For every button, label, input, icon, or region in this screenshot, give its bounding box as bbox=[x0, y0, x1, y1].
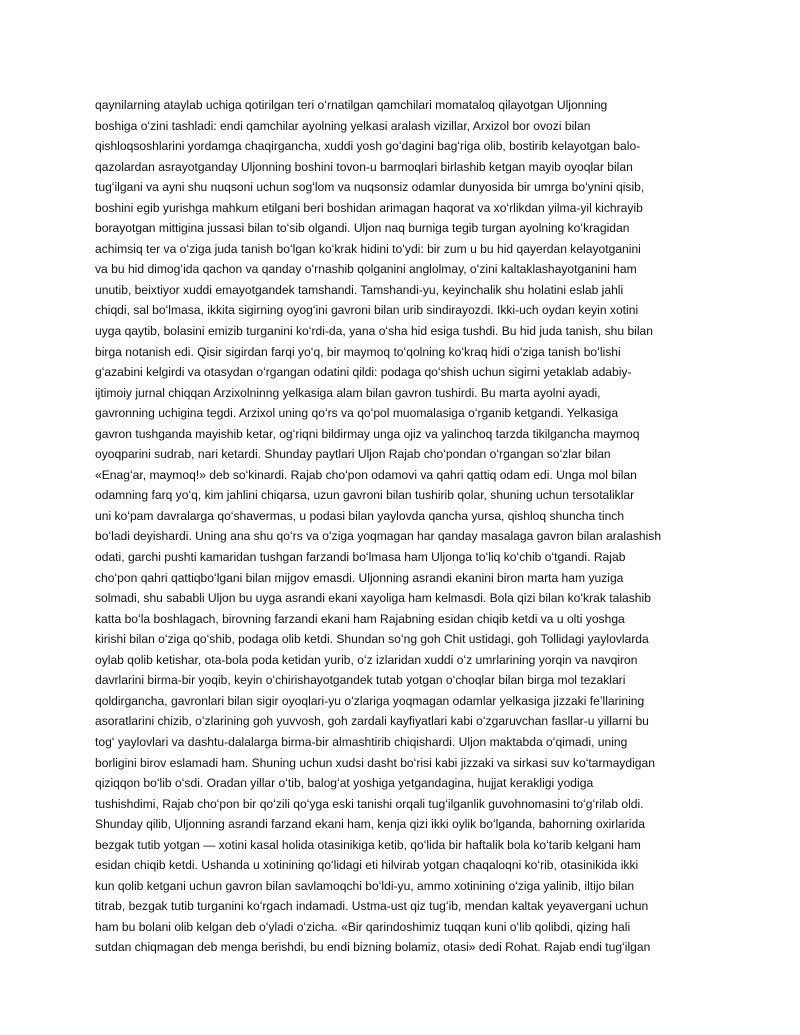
body-text bbox=[95, 95, 707, 958]
text-line: chiqdi, sal boʻlmasa, ikkita sigirning oyogʻini gavroni bilan urib sindirayozdi. Ikki-uch oydan keyin xotini bbox=[95, 303, 639, 318]
text-line: uyga qaytib, bolasini emizib turganini koʻrdi-da, yana oʻsha hid esiga tushdi. Bu hid juda tanish, shu bilan bbox=[95, 324, 654, 339]
text-line: gavron tushganda mayishib ketar, ogʻriqni bildirmay unga ojiz va yalinchoq tarzda tikilgancha maymoq bbox=[95, 426, 640, 441]
text-line: gʻazabini kelgirdi va otasydan oʻrgangan odatini qildi: podaga qoʻshish uchun sigirni yetaklab adabiy- bbox=[95, 365, 632, 380]
text-line: qoldirgancha, gavronlari bilan sigir oyoqlari-yu oʻzlariga yoqmagan odamlar yelkasiga jizzaki feʼllarining bbox=[95, 693, 645, 708]
text-line: boshiga oʻzini tashladi: endi qamchilar ayolning yelkasi aralash vizillar, Arxizol bor ovozi bilan bbox=[95, 118, 591, 133]
text-line: solmadi, shu sababli Uljon bu uyga asrandi ekani xayoliga ham kelmasdi. Bola qizi bilan koʻkrak talashib bbox=[95, 591, 651, 606]
text-line: boʻladi deyishardi. Uning ana shu qoʻrs va oʻziga yoqmagan har qanday masalaga gavron bilan aralashish bbox=[95, 529, 662, 544]
text-line: borligini birov eslamadi ham. Shuning uchun xudsi dasht boʻrisi kabi jizzaki va sirkasi suv koʻtarmaydigan bbox=[95, 755, 655, 770]
text-line: va bu hid dimogʻida qachon va qanday oʻrnashib qolganini anglolmay, oʻzini kaltaklashayotganini ham bbox=[95, 262, 637, 277]
text-line: «Enagʻar, maymoq!» deb soʻkinardi. Rajab choʻpon odamovi va qahri qattiq odam edi. Unga mol bilan bbox=[95, 467, 637, 482]
text-line: qiziqqon boʻlib oʻsdi. Oradan yillar oʻtib, balogʻat yoshiga yetgandagina, hujjat kerakligi yodiga bbox=[95, 776, 594, 791]
text-line: unutib, beixtiyor xuddi emayotgandek tamshandi. Tamshandi-yu, keyinchalik shu holatini eslab jahli bbox=[95, 282, 624, 297]
text-line: ijtimoiy jurnal chiqqan Arzixolninng yelkasiga alam bilan gavron tushirdi. Bu marta ayolni ayadi, bbox=[95, 385, 601, 400]
text-line: boshini egib yurishga mahkum etilgani beri boshidan arimagan haqorat va xoʻrlikdan yilma-yil kichrayib bbox=[95, 200, 643, 215]
text-line: qaynilarning ataylab uchiga qotirilgan teri oʻrnatilgan qamchilari momataloq qilayotgan Uljonning bbox=[95, 98, 608, 112]
text-line: sutdan chiqmagan deb menga berishdi, bu endi bizning bolamiz, otasi» dedi Rohat. Rajab endi tugʻilgan bbox=[95, 940, 651, 955]
text-line: qazolardan asrayotganday Uljonning boshini tovon-u barmoqlari birlashib ketgan mayib oyoqlar bilan bbox=[95, 159, 633, 174]
text-line: kirishi bilan oʻziga qoʻshib, podaga olib ketdi. Shundan soʻng goh Chit ustidagi, goh Tollidagi yaylovlarda bbox=[95, 632, 649, 647]
text-line: tugʻilgani va ayni shu nuqsoni uchun sogʻlom va nuqsonsiz odamlar dunyosida bir umrga boʻynini qisib, bbox=[95, 180, 645, 195]
text-line: asoratlarini chizib, oʻzlarining goh yuvvosh, goh zardali kayfiyatlari kabi oʻzgaruvchan fasllar-u yillarni bu bbox=[95, 714, 649, 729]
text-line: tushishdimi, Rajab choʻpon bir qoʻzili qoʻyga eski tanishi orqali tugʻilganlik guvohnomasini toʻgʻrilab oldi. bbox=[95, 796, 644, 811]
text-line: qishloqsoshlarini yordamga chaqirgancha, xuddi yosh goʻdagini bagʻriga olib, bostirib kelayotgan balo- bbox=[95, 139, 641, 154]
text-line: esidan chiqib ketdi. Ushanda u xotinining qoʻlidagi eti hilvirab yotgan chaqaloqni koʻrib, otasinikida ikki bbox=[95, 858, 639, 873]
text-line: togʻ yaylovlari va dashtu-dalalarga birma-bir almashtirib chiqishardi. Uljon maktabda oʻqimadi, uning bbox=[95, 734, 628, 749]
text-line: choʻpon qahri qattiqboʻlgani bilan mijgov emasdi. Uljonning asrandi ekanini biron marta ham yuziga bbox=[95, 570, 624, 585]
text-line: uni koʻpam davralarga qoʻshavermas, u podasi bilan yaylovda qancha yursa, qishloq shuncha tinch bbox=[95, 508, 625, 523]
text-line: oylab qolib ketishar, ota-bola poda ketidan yurib, oʻz izlaridan xuddi oʻz umrlarining yorqin va navqiron bbox=[95, 652, 638, 667]
text-line: katta boʻla boshlagach, birovning farzandi ekani ham Rajabning esidan chiqib ketdi va u olti yoshga bbox=[95, 611, 625, 626]
text-line: Shunday qilib, Uljonning asrandi farzand ekani ham, kenja qizi ikki oylik boʻlganda, bahorning oxirlarida bbox=[95, 817, 645, 832]
text-line: achimsiq ter va oʻziga juda tanish boʻlgan koʻkrak hidini toʻydi: bir zum u bu hid qayerdan kelayotganini bbox=[95, 241, 641, 256]
text-line: borayotgan mittigina jussasi bilan toʻsib olgandi. Uljon naq burniga tegib turgan ayolning koʻkragidan bbox=[95, 221, 630, 236]
text-line: birga notanish edi. Qisir sigirdan farqi yoʻq, bir maymoq toʻqolning koʻkraq hidi oʻziga tanish boʻlishi bbox=[95, 344, 621, 359]
text-line: odamning farq yoʻq, kim jahlini chiqarsa, uzun gavroni bilan tushirib qolar, shuning uchun tersotaliklar bbox=[95, 488, 635, 503]
text-line: oyoqparini sudrab, nari ketardi. Shunday paytlari Uljon Rajab choʻpondan oʻrgangan soʻzlar bilan bbox=[95, 447, 611, 462]
text-line: kun qolib ketgani uchun gavron bilan savlamoqchi boʻldi-yu, ammo xotinining oʻziga yalinib, iltijo bilan bbox=[95, 878, 635, 893]
text-line: davrlarini birma-bir yoqib, keyin oʻchirishayotgandek tutab yotgan oʻchoqlar bilan birga mol tezaklari bbox=[95, 673, 626, 688]
text-line: odati, garchi pushti kamaridan tushgan farzandi boʻlmasa ham Uljonga toʻliq koʻchib oʻtgandi. Rajab bbox=[95, 550, 626, 565]
text-line: bezgak tutib yotgan — xotini kasal holida otasinikiga ketib, qoʻlida bir haftalik bola koʻtarib kelgani ham bbox=[95, 837, 641, 852]
text-line: titrab, bezgak tutib turganini koʻrgach indamadi. Ustma-ust qiz tugʻib, mendan kaltak yeyavergani uchun bbox=[95, 899, 649, 914]
text-line: gavronning uchigina tegdi. Arzixol uning qoʻrs va qoʻpol muomalasiga oʻrganib ketgandi. Yelkasiga bbox=[95, 406, 619, 421]
text-line: ham bu bolani olib kelgan deb oʻyladi oʻzicha. «Bir qarindoshimiz tuqqan kuni oʻlib qolibdi, qizing hali bbox=[95, 919, 631, 934]
